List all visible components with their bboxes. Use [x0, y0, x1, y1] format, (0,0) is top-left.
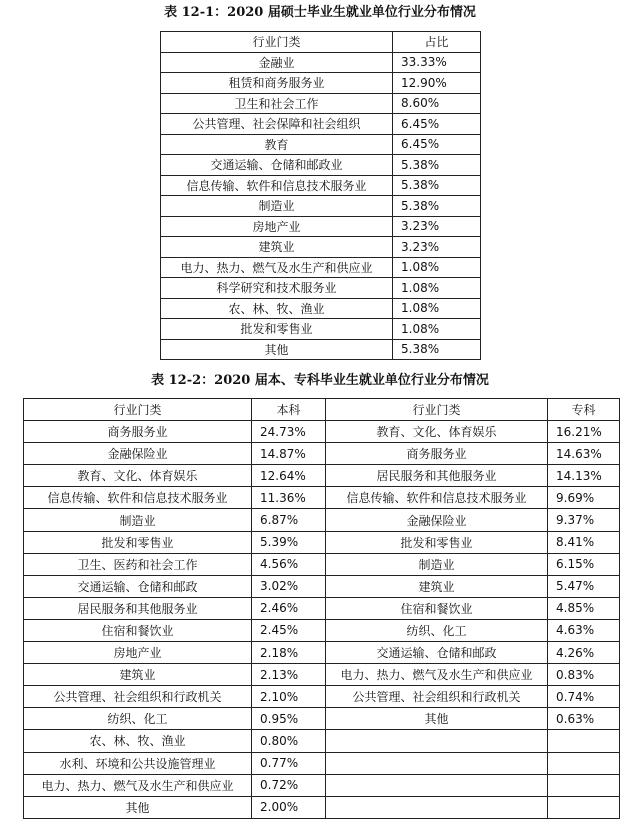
industry-cell: 公共管理、社会保障和社会组织 [161, 114, 393, 135]
table-row [24, 619, 620, 641]
header-college: 专科 [548, 399, 620, 421]
industry-undergrad-cell: 房地产业 [24, 642, 252, 664]
college-share-cell [548, 774, 620, 796]
college-share-cell: 9.69% [548, 487, 620, 509]
college-share-cell: 14.63% [548, 443, 620, 465]
header-undergrad: 本科 [252, 399, 326, 421]
share-cell: 5.38% [393, 155, 481, 176]
share-cell: 3.23% [393, 216, 481, 237]
table-row [161, 114, 481, 135]
header-industry-college: 行业门类 [326, 399, 548, 421]
undergrad-share-cell: 11.36% [252, 487, 326, 509]
table-row [24, 421, 620, 443]
table-row [24, 487, 620, 509]
industry-cell: 教育 [161, 134, 393, 155]
college-share-cell [548, 752, 620, 774]
college-share-cell: 9.37% [548, 509, 620, 531]
table-row [24, 509, 620, 531]
industry-cell: 卫生和社会工作 [161, 93, 393, 114]
table-row [161, 73, 481, 94]
industry-college-cell: 教育、文化、体育娱乐 [326, 421, 548, 443]
table-row [161, 134, 481, 155]
undergrad-share-cell: 24.73% [252, 421, 326, 443]
table-2-header-row [24, 399, 620, 421]
undergrad-share-cell: 0.72% [252, 774, 326, 796]
industry-college-cell: 建筑业 [326, 575, 548, 597]
industry-undergrad-cell: 卫生、医药和社会工作 [24, 553, 252, 575]
college-share-cell: 4.85% [548, 597, 620, 619]
table-row [24, 796, 620, 818]
header-industry: 行业门类 [161, 32, 393, 53]
table-row [161, 237, 481, 258]
industry-undergrad-cell: 批发和零售业 [24, 531, 252, 553]
table-row [24, 686, 620, 708]
industry-college-cell: 居民服务和其他服务业 [326, 465, 548, 487]
table-row [161, 155, 481, 176]
table-row [161, 278, 481, 299]
industry-cell: 租赁和商务服务业 [161, 73, 393, 94]
table-row [24, 443, 620, 465]
table-1 [160, 31, 481, 360]
table-row [24, 553, 620, 575]
share-cell: 6.45% [393, 114, 481, 135]
industry-cell: 房地产业 [161, 216, 393, 237]
college-share-cell: 0.74% [548, 686, 620, 708]
industry-college-cell: 金融保险业 [326, 509, 548, 531]
college-share-cell: 5.47% [548, 575, 620, 597]
undergrad-share-cell: 12.64% [252, 465, 326, 487]
share-cell: 1.08% [393, 319, 481, 340]
table-1-caption: 表 12-1：2020 届硕士毕业生就业单位行业分布情况 [164, 5, 476, 20]
industry-college-cell: 交通运输、仓储和邮政 [326, 642, 548, 664]
table-row [161, 93, 481, 114]
industry-college-cell: 纺织、化工 [326, 619, 548, 641]
share-cell: 5.38% [393, 339, 481, 360]
share-cell: 1.08% [393, 278, 481, 299]
table-row [161, 175, 481, 196]
industry-college-cell: 批发和零售业 [326, 531, 548, 553]
industry-undergrad-cell: 电力、热力、燃气及水生产和供应业 [24, 774, 252, 796]
table-row [24, 730, 620, 752]
table-row [24, 465, 620, 487]
college-share-cell: 8.41% [548, 531, 620, 553]
table-row [24, 531, 620, 553]
table-row [161, 257, 481, 278]
industry-college-cell: 住宿和餐饮业 [326, 597, 548, 619]
undergrad-share-cell: 3.02% [252, 575, 326, 597]
industry-cell: 建筑业 [161, 237, 393, 258]
industry-college-cell [326, 730, 548, 752]
industry-college-cell [326, 752, 548, 774]
undergrad-share-cell: 5.39% [252, 531, 326, 553]
industry-cell: 信息传输、软件和信息技术服务业 [161, 175, 393, 196]
industry-undergrad-cell: 商务服务业 [24, 421, 252, 443]
undergrad-share-cell: 14.87% [252, 443, 326, 465]
share-cell: 12.90% [393, 73, 481, 94]
table-row [24, 575, 620, 597]
industry-undergrad-cell: 信息传输、软件和信息技术服务业 [24, 487, 252, 509]
table-row [161, 298, 481, 319]
industry-undergrad-cell: 制造业 [24, 509, 252, 531]
share-cell: 5.38% [393, 175, 481, 196]
table-row [161, 319, 481, 340]
industry-college-cell: 电力、热力、燃气及水生产和供应业 [326, 664, 548, 686]
college-share-cell: 0.63% [548, 708, 620, 730]
undergrad-share-cell: 2.45% [252, 619, 326, 641]
undergrad-share-cell: 4.56% [252, 553, 326, 575]
industry-college-cell [326, 774, 548, 796]
table-row [161, 196, 481, 217]
industry-undergrad-cell: 教育、文化、体育娱乐 [24, 465, 252, 487]
college-share-cell: 0.83% [548, 664, 620, 686]
undergrad-share-cell: 6.87% [252, 509, 326, 531]
industry-cell: 交通运输、仓储和邮政业 [161, 155, 393, 176]
industry-college-cell: 其他 [326, 708, 548, 730]
undergrad-share-cell: 2.00% [252, 796, 326, 818]
undergrad-share-cell: 2.13% [252, 664, 326, 686]
industry-undergrad-cell: 农、林、牧、渔业 [24, 730, 252, 752]
share-cell: 1.08% [393, 257, 481, 278]
undergrad-share-cell: 0.77% [252, 752, 326, 774]
industry-undergrad-cell: 交通运输、仓储和邮政 [24, 575, 252, 597]
share-cell: 6.45% [393, 134, 481, 155]
college-share-cell [548, 730, 620, 752]
industry-cell: 批发和零售业 [161, 319, 393, 340]
industry-undergrad-cell: 纺织、化工 [24, 708, 252, 730]
industry-cell: 其他 [161, 339, 393, 360]
share-cell: 33.33% [393, 52, 481, 73]
college-share-cell: 6.15% [548, 553, 620, 575]
header-share: 占比 [393, 32, 481, 53]
industry-college-cell: 商务服务业 [326, 443, 548, 465]
industry-undergrad-cell: 建筑业 [24, 664, 252, 686]
industry-undergrad-cell: 水利、环境和公共设施管理业 [24, 752, 252, 774]
industry-college-cell [326, 796, 548, 818]
header-industry-undergrad: 行业门类 [24, 399, 252, 421]
table-2-caption: 表 12-2：2020 届本、专科毕业生就业单位行业分布情况 [151, 373, 489, 388]
table-row [24, 708, 620, 730]
table-row [24, 642, 620, 664]
table-1-header-row [161, 32, 481, 53]
college-share-cell: 14.13% [548, 465, 620, 487]
undergrad-share-cell: 0.80% [252, 730, 326, 752]
table-row [24, 752, 620, 774]
industry-cell: 农、林、牧、渔业 [161, 298, 393, 319]
share-cell: 5.38% [393, 196, 481, 217]
industry-college-cell: 公共管理、社会组织和行政机关 [326, 686, 548, 708]
table-row [161, 339, 481, 360]
industry-undergrad-cell: 其他 [24, 796, 252, 818]
industry-undergrad-cell: 公共管理、社会组织和行政机关 [24, 686, 252, 708]
share-cell: 8.60% [393, 93, 481, 114]
table-row [24, 597, 620, 619]
table-row [24, 664, 620, 686]
industry-cell: 科学研究和技术服务业 [161, 278, 393, 299]
college-share-cell [548, 796, 620, 818]
industry-cell: 金融业 [161, 52, 393, 73]
table-2 [23, 398, 620, 819]
undergrad-share-cell: 2.10% [252, 686, 326, 708]
industry-cell: 电力、热力、燃气及水生产和供应业 [161, 257, 393, 278]
industry-college-cell: 信息传输、软件和信息技术服务业 [326, 487, 548, 509]
industry-cell: 制造业 [161, 196, 393, 217]
college-share-cell: 4.63% [548, 619, 620, 641]
share-cell: 1.08% [393, 298, 481, 319]
undergrad-share-cell: 2.46% [252, 597, 326, 619]
industry-undergrad-cell: 金融保险业 [24, 443, 252, 465]
table-row [24, 774, 620, 796]
industry-college-cell: 制造业 [326, 553, 548, 575]
share-cell: 3.23% [393, 237, 481, 258]
undergrad-share-cell: 2.18% [252, 642, 326, 664]
undergrad-share-cell: 0.95% [252, 708, 326, 730]
industry-undergrad-cell: 住宿和餐饮业 [24, 619, 252, 641]
table-row [161, 52, 481, 73]
table-row [161, 216, 481, 237]
college-share-cell: 16.21% [548, 421, 620, 443]
industry-undergrad-cell: 居民服务和其他服务业 [24, 597, 252, 619]
college-share-cell: 4.26% [548, 642, 620, 664]
